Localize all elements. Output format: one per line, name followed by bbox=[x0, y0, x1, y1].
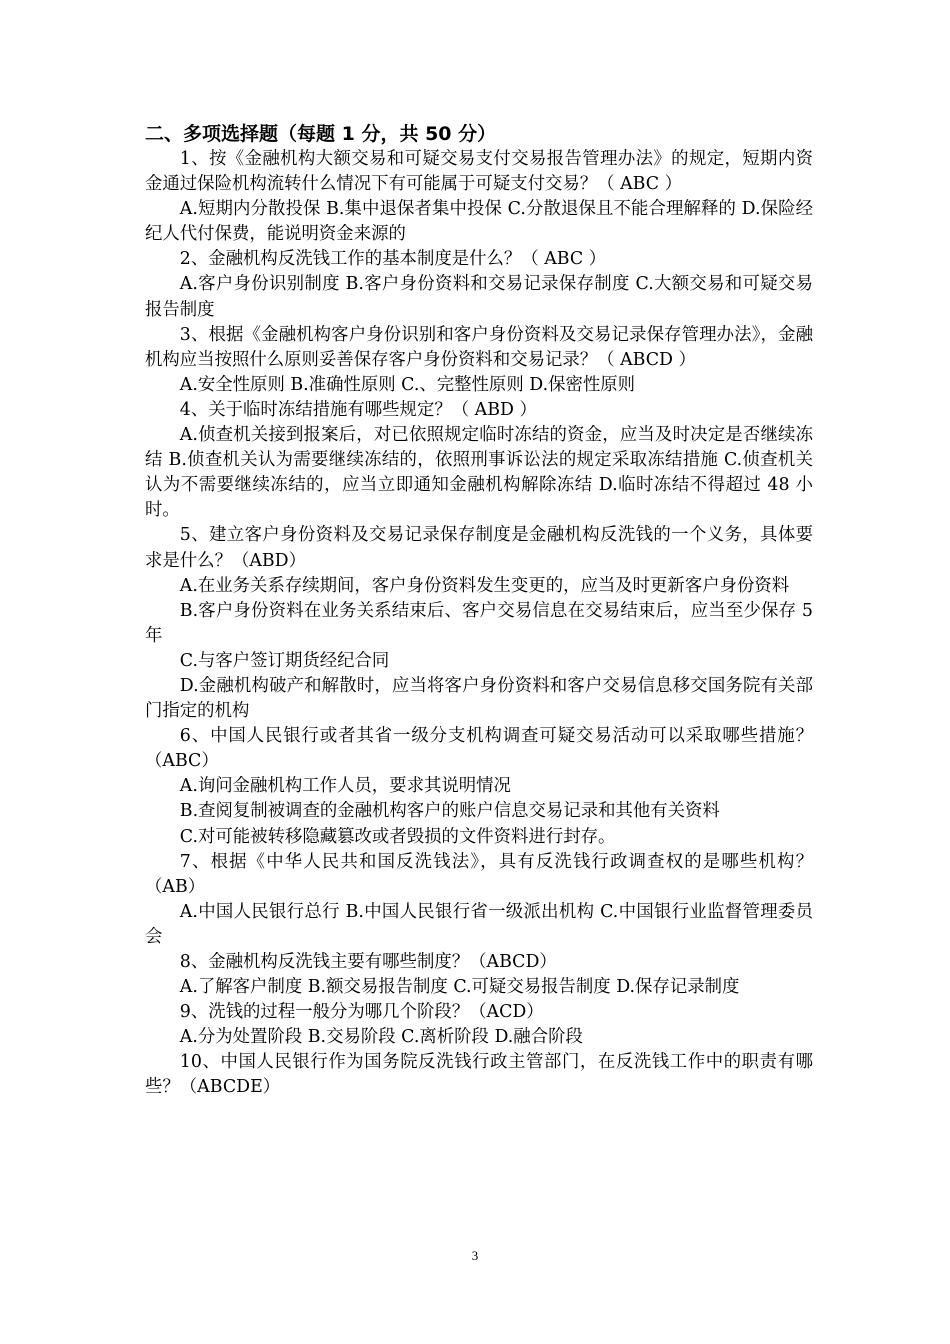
question-5-option-c: C.与客户签订期货经纪合同 bbox=[179, 650, 390, 671]
question-9-stem: 9、洗钱的过程一般分为哪几个阶段？（ACD） bbox=[179, 1002, 544, 1023]
question-2-stem: 2、金融机构反洗钱工作的基本制度是什么？（ ABC ） bbox=[179, 249, 607, 270]
page-content bbox=[145, 121, 813, 1101]
question-6-option-b: B.查阅复制被调查的金融机构客户的账户信息交易记录和其他有关资料 bbox=[179, 801, 720, 822]
question-1-options: A.短期内分散投保 B.集中退保者集中投保 C.分散退保且不能合理解释的 D.保险经纪人代付保费，能说明资金来源的 bbox=[145, 199, 813, 245]
page-number: 3 bbox=[471, 1248, 479, 1263]
question-8-stem: 8、金融机构反洗钱主要有哪些制度？（ABCD） bbox=[179, 952, 557, 972]
question-5-option-a: A.在业务关系存续期间，客户身份资料发生变更的，应当及时更新客户身份资料 bbox=[179, 575, 790, 596]
question-2-options: A.客户身份识别制度 B.客户身份资料和交易记录保存制度 C.大额交易和可疑交易报告制度 bbox=[145, 274, 813, 320]
question-4-stem: 4、关于临时冻结措施有哪些规定？（ ABD ） bbox=[179, 399, 537, 420]
section-heading: 二、多项选择题（每题 1 分，共 50 分） bbox=[145, 123, 497, 145]
question-5-option-d: D.金融机构破产和解散时，应当将客户身份资料和客户交易信息移交国务院有关部门指定的机构 bbox=[145, 675, 813, 722]
question-1-stem: 1、按《金融机构大额交易和可疑交易支付交易报告管理办法》的规定，短期内资金通过保险机构流转什么情况下有可能属于可疑支付交易？（ ABC ） bbox=[145, 149, 813, 195]
question-5-option-b: B.客户身份资料在业务关系结束后、客户交易信息在交易结束后，应当至少保存 5 年 bbox=[145, 600, 813, 646]
question-4-options: A.侦查机关接到报案后，对已依照规定临时冻结的资金，应当及时决定是否继续冻结 B.侦查机关认为需要继续冻结的，依照刑事诉讼法的规定采取冻结措施 C.侦查机关认为不需要继续冻结的，应当立即通知金融机构解除冻结 D.临时冻结不得超过 48 小时。 bbox=[145, 425, 813, 521]
question-8-options: A.了解客户制度 B.额交易报告制度 C.可疑交易报告制度 D.保存记录制度 bbox=[179, 977, 740, 998]
question-6-option-a: A.询问金融机构工作人员，要求其说明情况 bbox=[179, 776, 511, 797]
question-6-stem: 6、中国人民银行或者其省一级分支机构调查可疑交易活动可以采取哪些措施？（ABC） bbox=[145, 726, 813, 772]
question-3-options: A.安全性原则 B.准确性原则 C.、完整性原则 D.保密性原则 bbox=[179, 374, 636, 395]
question-6-option-c: C.对可能被转移隐藏篡改或者毁损的文件资料进行封存。 bbox=[179, 826, 616, 847]
question-7-stem: 7、根据《中华人民共和国反洗钱法》，具有反洗钱行政调查权的是哪些机构？（AB） bbox=[145, 851, 813, 897]
question-5-stem: 5、建立客户身份资料及交易记录保存制度是金融机构反洗钱的一个义务，具体要求是什么？（ABD） bbox=[145, 525, 813, 571]
question-9-options: A.分为处置阶段 B.交易阶段 C.离析阶段 D.融合阶段 bbox=[179, 1027, 583, 1048]
question-10-stem: 10、中国人民银行作为国务院反洗钱行政主管部门，在反洗钱工作中的职责有哪些？（ABCDE） bbox=[145, 1052, 813, 1098]
question-3-stem: 3、根据《金融机构客户身份识别和客户身份资料及交易记录保存管理办法》，金融机构应当按照什么原则妥善保存客户身份资料和交易记录？（ ABCD ） bbox=[145, 324, 813, 370]
question-7-options: A.中国人民银行总行 B.中国人民银行省一级派出机构 C.中国银行业监督管理委员会 bbox=[145, 901, 813, 947]
